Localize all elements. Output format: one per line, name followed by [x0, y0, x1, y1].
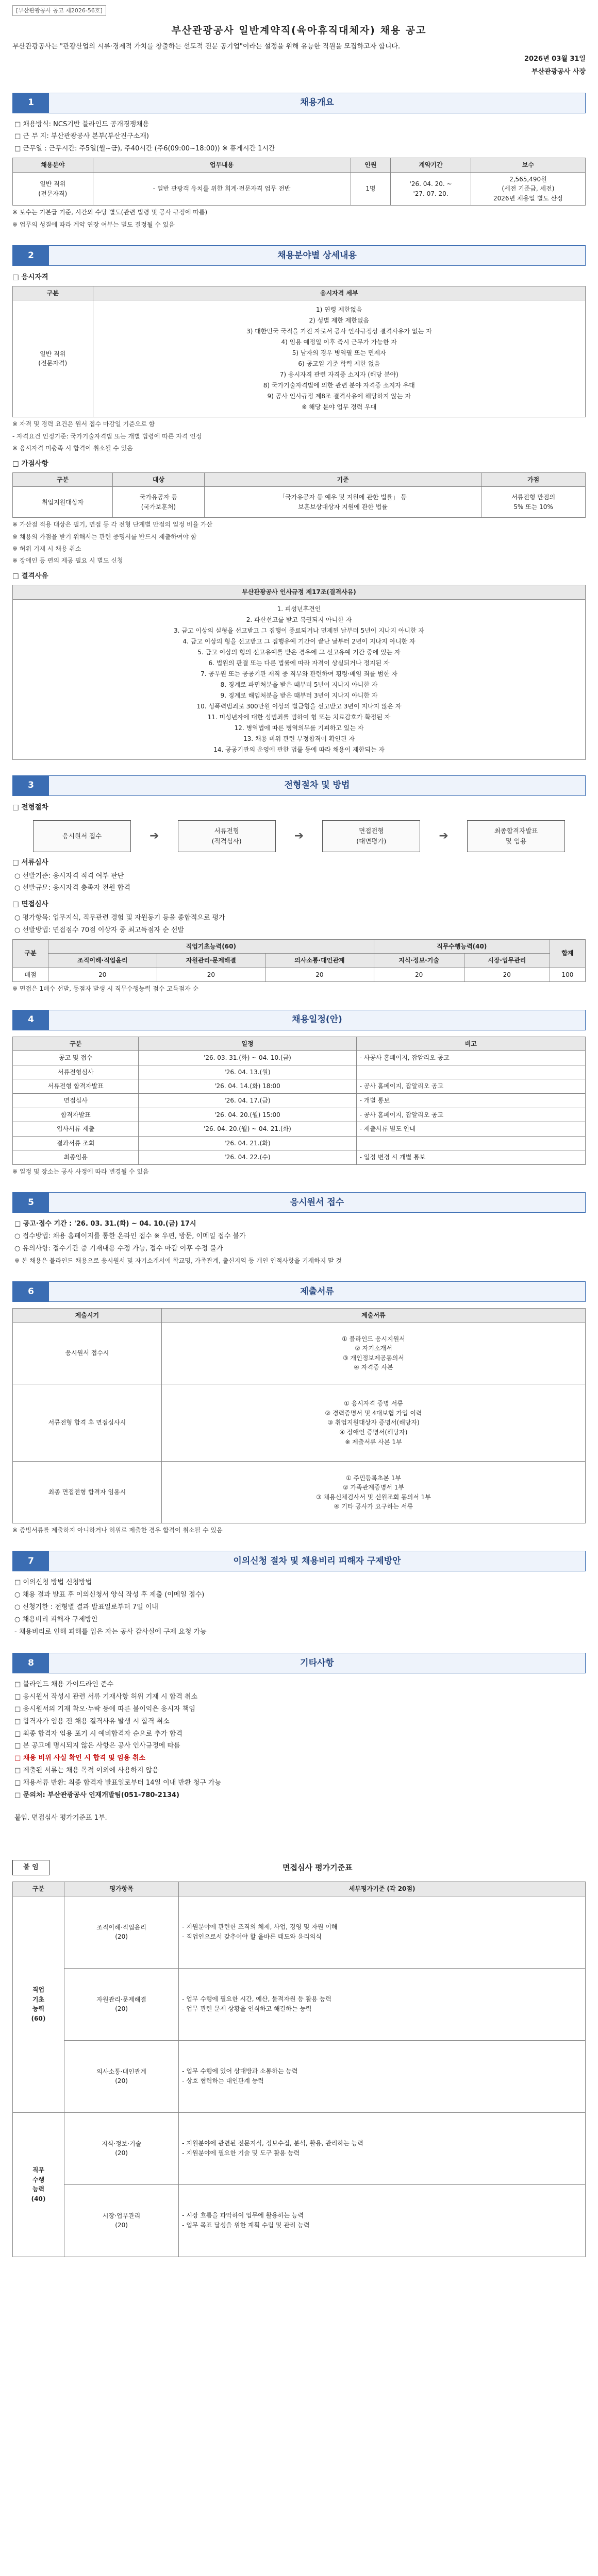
section-title: 채용일정(안) — [49, 1010, 585, 1030]
col-header: 채용분야 — [13, 158, 93, 173]
col-header: 구분 — [13, 472, 113, 487]
section-number: 3 — [13, 776, 49, 795]
col-header: 업무내용 — [93, 158, 351, 173]
disq-item: 14. 공공기관의 운영에 관한 법률 등에 따라 채용이 제한되는 자 — [213, 745, 385, 753]
cell: 서류전형 합격 후 면접심사시 — [13, 1384, 162, 1462]
bullet: ○ 접수방법: 채용 홈페이지를 통한 온라인 접수 ※ 우편, 방문, 이메일 접수 불가 — [14, 1232, 246, 1240]
section-title: 전형절차 및 방법 — [49, 776, 585, 795]
bullet: □ 응시원서 작성시 관련 서류 기재사항 허위 기재 시 합격 취소 — [14, 1693, 197, 1701]
criteria-detail: - 지원분야에 관련한 조직의 체제, 사업, 경영 및 자원 이해 - 직업인으로서 갖추어야 할 올바른 태도와 윤리의식 — [179, 1896, 586, 1968]
section-2-header — [12, 245, 586, 266]
section-title: 채용분야별 상세내용 — [49, 246, 585, 265]
cell: 일반 직위 (전문자격) — [13, 172, 93, 206]
appendix-tag: 붙 임 — [12, 1860, 49, 1875]
col-header: 제출시기 — [13, 1308, 162, 1323]
disq-item: 1. 피성년후견인 — [277, 605, 321, 613]
cell: '26. 03. 31.(화) ~ 04. 10.(금) — [139, 1051, 356, 1065]
bullet: ○ 채용비리 피해자 구제방안 — [14, 1615, 98, 1623]
cell: 20 — [157, 968, 265, 982]
table-row — [13, 1122, 586, 1137]
cell: 20 — [48, 968, 157, 982]
bullet: □ 이의신청 방법 신청방법 — [14, 1579, 92, 1587]
section-number: 8 — [13, 1653, 49, 1673]
disq-item: 5. 금고 이상의 형의 선고유예를 받은 경우에 그 선고유예 기간 중에 있는 자 — [197, 648, 401, 656]
col-header: 평가항목 — [64, 1882, 178, 1896]
bullet: □ 합격자가 임용 전 채용 결격사유 발생 시 합격 취소 — [14, 1717, 170, 1725]
cell: 2,565,490원 (세전 기준금, 세전) 2026년 채용일 별도 산정 — [471, 172, 585, 206]
note: ※ 보수는 기본급 기준, 시간외 수당 별도(관련 법령 및 공사 규정에 따름) — [12, 209, 208, 216]
cell — [356, 1065, 585, 1079]
table-row — [13, 2040, 586, 2112]
note: ※ 일정 및 장소는 공사 사정에 따라 변경될 수 있음 — [12, 1167, 149, 1175]
notice-intro: 부산관광공사는 "관광산업의 시류·경제적 가치를 창출하는 선도적 전문 공기업"이라는 설정을 위해 유능한 직원을 모집하고자 합니다. — [12, 42, 401, 50]
cell: - 개별 통보 — [356, 1093, 585, 1108]
col-subheader: 조직이해·직업윤리 — [48, 954, 157, 968]
cell: ① 응시자격 증명 서류 ② 경력증명서 및 4대보험 가입 이력 ③ 취업지원대상자 증명서(해당자) ④ 장애인 증명서(해당자) ※ 제출서류 사본 1부 — [161, 1384, 585, 1462]
section-6-header — [12, 1281, 586, 1302]
cell: '26. 04. 20.(월) 15:00 — [139, 1108, 356, 1122]
flow-step: 응시원서 접수 — [33, 820, 131, 852]
arrow-right-icon: ➔ — [439, 829, 448, 842]
section-number: 5 — [13, 1193, 49, 1212]
cell: 최종임용 — [13, 1150, 139, 1165]
arrow-right-icon: ➔ — [294, 829, 304, 842]
overview-bullet: □ 근무일 : 근무시간: 주5일(월~금), 주40시간 (주6(09:00~18:00)) ※ 휴게시간 1시간 — [14, 145, 275, 153]
section-4-header — [12, 1010, 586, 1030]
cell: 입사서류 제출 — [13, 1122, 139, 1137]
interview-score-table — [12, 939, 586, 982]
subheading: □ 응시자격 — [12, 273, 48, 281]
criteria-item: 시장·업무관리 (20) — [64, 2184, 178, 2257]
flow-step: 면접전형 (대면평가) — [322, 820, 420, 852]
documents-table — [12, 1308, 586, 1524]
cell: - 공사 홈페이지, 잡알리오 공고 — [356, 1079, 585, 1094]
cell: '26. 04. 17.(금) — [139, 1093, 356, 1108]
cell: 공고 및 접수 — [13, 1051, 139, 1065]
note: ※ 자격 및 경력 요건은 원서 접수 마감일 기준으로 함 — [12, 420, 155, 428]
group-label: 직업 기초 능력 (60) — [13, 1896, 64, 2112]
subheading: □ 가점사항 — [12, 459, 48, 468]
section-title: 응시원서 접수 — [49, 1193, 585, 1212]
criteria-item: 의사소통·대인관계 (20) — [64, 2040, 178, 2112]
section-3-header — [12, 775, 586, 796]
qual-item: 4) 임용 예정일 이후 즉시 근무가 가능한 자 — [281, 338, 397, 346]
notice-date: 2026년 03월 31일 — [524, 55, 586, 63]
subheading: □ 서류심사 — [12, 858, 48, 867]
category-cell: 일반 직위 (전문자격) — [13, 300, 93, 417]
cell: - 사공사 홈페이지, 잡알리오 공고 — [356, 1051, 585, 1065]
flow-step: 서류전형 (적격심사) — [178, 820, 276, 852]
bullet: □ 본 공고에 명시되지 않은 사항은 공사 인사규정에 따름 — [14, 1742, 180, 1750]
qual-item: 9) 공사 인사규정 제8조 결격사유에 해당하지 않는 자 — [267, 393, 411, 400]
cell: 20 — [265, 968, 374, 982]
bullet: □ 제출된 서류는 채용 목적 이외에 사용하지 않음 — [14, 1767, 159, 1775]
cell: 서류전형 합격자발표 — [13, 1079, 139, 1094]
col-header: 구분 — [13, 1882, 64, 1896]
col-subheader: 의사소통·대인관계 — [265, 954, 374, 968]
section-8-header — [12, 1653, 586, 1673]
col-header: 가점 — [481, 472, 586, 487]
bullet-highlight: □ 채용 비위 사실 확인 시 합격 및 임용 취소 — [14, 1754, 145, 1762]
col-header: 직업기초능력(60) — [48, 939, 374, 954]
qual-item: 1) 연령 제한없음 — [316, 306, 362, 314]
note: ※ 채용의 가점을 받기 위해서는 관련 증명서를 반드시 제출하여야 함 — [12, 533, 197, 540]
disq-item: 3. 금고 이상의 실형을 선고받고 그 집행이 종료되거나 면제된 날부터 5년이 지나지 아니한 자 — [174, 626, 424, 634]
col-header: 응시자격 세부 — [93, 286, 585, 300]
note: ※ 가산점 적용 대상은 필기, 면접 등 각 전형 단계별 만점의 일정 비율 가산 — [12, 521, 213, 529]
col-header: 직무수행능력(40) — [374, 939, 550, 954]
bullet: ○ 유의사항: 접수기간 중 기재내용 수정 가능, 접수 마감 이후 수정 불가 — [14, 1244, 223, 1252]
disq-item: 7. 공무원 또는 공공기관 재직 중 직무와 관련하여 횡령·배임 죄를 범한 자 — [201, 670, 397, 677]
notice-org: 부산관광공사 사장 — [531, 67, 586, 76]
section-title: 이의신청 절차 및 채용비리 피해자 구제방안 — [49, 1551, 585, 1571]
cell: ① 주민등록초본 1부 ② 가족관계증명서 1부 ③ 채용신체검사서 및 신원조회 동의서 1부 ④ 기타 공사가 요구하는 서류 — [161, 1462, 585, 1523]
qual-item: ※ 해당 분야 업무 경력 우대 — [302, 403, 377, 411]
cell: - 일정 변경 시 개별 통보 — [356, 1150, 585, 1165]
table-row — [13, 1968, 586, 2040]
criteria-item: 자원관리·문제해결 (20) — [64, 1968, 178, 2040]
overview-bullet: □ 근 무 지: 부산관광공사 본부(부산진구소재) — [14, 132, 149, 141]
cell: 응시원서 접수시 — [13, 1323, 162, 1384]
col-header: 대상 — [112, 472, 204, 487]
table-row — [13, 1323, 586, 1384]
process-flow — [12, 820, 586, 852]
bullet: - 채용비리로 인해 피해를 입은 자는 공사 감사실에 구제 요청 가능 — [14, 1628, 207, 1636]
disq-item: 13. 채용 비위 관련 부정합격이 확인된 자 — [243, 735, 355, 742]
cell: 면접심사 — [13, 1093, 139, 1108]
disq-item: 11. 미성년자에 대한 성범죄를 범하여 형 또는 치료감호가 확정된 자 — [207, 713, 391, 721]
subheading: □ 전형절차 — [12, 803, 48, 811]
cell: - 공사 홈페이지, 잡알리오 공고 — [356, 1108, 585, 1122]
table-row — [13, 1108, 586, 1122]
disq-item: 12. 병역법에 따른 병역의무를 기피하고 있는 자 — [234, 724, 364, 732]
notice-ref: [부산관광공사 공고 제2026-56호] — [12, 5, 106, 16]
col-header: 구분 — [13, 1037, 139, 1051]
table-row — [13, 1093, 586, 1108]
table-row — [13, 1051, 586, 1065]
cell: '26. 04. 13.(월) — [139, 1065, 356, 1079]
disqualification-list — [13, 599, 586, 759]
evaluation-criteria-table — [12, 1882, 586, 2257]
qual-item: 8) 국가기술자격법에 의한 관련 분야 자격증 소지자 우대 — [263, 382, 415, 389]
col-header: 부산관광공사 인사규정 제17조(결격사유) — [13, 585, 586, 600]
disqualification-table — [12, 585, 586, 760]
section-number: 6 — [13, 1282, 49, 1301]
cell: 「국가유공자 등 예우 및 지원에 관한 법률」 등 보훈보상대상자 지원에 관한 법률 — [204, 487, 481, 518]
col-header: 계약기간 — [391, 158, 471, 173]
bullet: □ 채용서류 반환: 최종 합격자 발표일로부터 14일 이내 반환 청구 가능 — [14, 1778, 222, 1787]
table-row — [13, 2112, 586, 2184]
disq-item: 4. 금고 이상의 형을 선고받고 그 집행유예 기간이 끝난 날부터 2년이 지나지 아니한 자 — [182, 637, 416, 645]
criteria-detail: - 지원분야에 관련된 전문지식, 정보수집, 분석, 활용, 관리하는 능력 - 지원분야에 필요한 기술 및 도구 활용 능력 — [179, 2112, 586, 2184]
table-row — [13, 1896, 586, 1968]
criteria-detail: - 업무 수행에 있어 상대방과 소통하는 능력 - 상호 협력하는 대인관계 능력 — [179, 2040, 586, 2112]
appendix-title: 면접심사 평가기준표 — [283, 1863, 353, 1873]
col-header: 보수 — [471, 158, 585, 173]
col-header: 세부평가기준 (각 20점) — [179, 1882, 586, 1896]
cell: 취업지원대상자 — [13, 487, 113, 518]
disq-item: 8. 징계로 파면처분을 받은 때부터 5년이 지나지 아니한 자 — [220, 681, 378, 688]
cell — [356, 1136, 585, 1150]
bullet: ○ 채용 결과 발표 후 이의신청서 양식 작성 후 제출 (이메일 접수) — [14, 1591, 205, 1599]
section-title: 제출서류 — [49, 1282, 585, 1301]
criteria-detail: - 시장 흐름을 파악하여 업무에 활용하는 능력 - 업무 목표 달성을 위한 계획 수립 및 관리 능력 — [179, 2184, 586, 2257]
cell: 국가유공자 등 (국가보훈처) — [112, 487, 204, 518]
note: - 자격요건 인정기준: 국가기술자격법 또는 개별 법령에 따른 자격 인정 — [12, 432, 202, 440]
cell: 1명 — [351, 172, 391, 206]
cell: '26. 04. 20. ~ '27. 07. 20. — [391, 172, 471, 206]
note: ※ 면접은 1배수 선발, 동점자 발생 시 직무수행능력 점수 고득점자 순 — [12, 985, 199, 993]
appendix-header — [12, 1860, 586, 1875]
attachment-line: 붙임. 면접심사 평가기준표 1부. — [14, 1814, 107, 1822]
section-1-header — [12, 93, 586, 113]
table-row — [13, 1079, 586, 1094]
disq-item: 10. 성폭력범죄로 300만원 이상의 벌금형을 선고받고 3년이 지나지 않은 자 — [196, 702, 402, 710]
note: ※ 증빙서류를 제출하지 아니하거나 허위로 제출한 경우 합격이 취소될 수 있음 — [12, 1527, 223, 1534]
cell: 20 — [374, 968, 464, 982]
bullet: □ 블라인드 채용 가이드라인 준수 — [14, 1681, 114, 1689]
col-header: 비고 — [356, 1037, 585, 1051]
qual-item: 6) 공고일 기준 학력 제한 없음 — [298, 360, 380, 368]
cell: '26. 04. 21.(화) — [139, 1136, 356, 1150]
col-header: 제출서류 — [161, 1308, 585, 1323]
cell: 합격자발표 — [13, 1108, 139, 1122]
note: ※ 허위 기재 시 채용 취소 — [12, 545, 81, 552]
disq-item: 2. 파산선고를 받고 복권되지 아니한 자 — [246, 616, 352, 623]
bullet: ○ 평가항목: 업무지식, 직무관련 경험 및 자원동기 등을 종합적으로 평가 — [14, 914, 225, 922]
table-row — [13, 1384, 586, 1462]
cell: ① 블라인드 응시지원서 ② 자기소개서 ③ 개인정보제공동의서 ④ 자격증 사본 — [161, 1323, 585, 1384]
col-subheader: 자원관리·문제해결 — [157, 954, 265, 968]
subheading: □ 결격사유 — [12, 572, 48, 581]
note: ※ 업무의 성질에 따라 계약 연장 여부는 별도 결정될 수 있음 — [12, 221, 175, 228]
bullet: ○ 선발방법: 면접점수 70점 이상자 중 최고득점자 순 선발 — [14, 926, 185, 934]
bullet: ○ 신청기한 : 전형별 결과 발표일로부터 7일 이내 — [14, 1603, 158, 1612]
table-row — [13, 1065, 586, 1079]
criteria-item: 지식·정보·기술 (20) — [64, 2112, 178, 2184]
flow-step: 최종합격자발표 및 임용 — [467, 820, 565, 852]
note: ※ 장애인 등 편의 제공 필요 시 별도 신청 — [12, 556, 123, 564]
cell: 서류전형 만점의 5% 또는 10% — [481, 487, 586, 518]
section-5-header — [12, 1192, 586, 1213]
bullet: ○ 선발기준: 응시자격 적격 여부 판단 — [14, 872, 124, 880]
note: ※ 본 채용은 블라인드 채용으로 응시원서 및 자기소개서에 학교명, 가족관계, 출신지역 등 개인 인적사항을 기재하지 말 것 — [14, 1257, 342, 1264]
cell: 100 — [550, 968, 585, 982]
cell: - 일반 관광객 유치를 위한 회계·전문자격 업무 전반 — [93, 172, 351, 206]
section-number: 4 — [13, 1010, 49, 1030]
group-label: 직무 수행 능력 (40) — [13, 2112, 64, 2257]
section-number: 2 — [13, 246, 49, 265]
bullet: ○ 선발규모: 응시자격 충족자 전원 합격 — [14, 884, 130, 892]
section-number: 1 — [13, 93, 49, 113]
col-header: 합계 — [550, 939, 585, 968]
arrow-right-icon: ➔ — [150, 829, 159, 842]
col-header: 인원 — [351, 158, 391, 173]
bonus-table — [12, 472, 586, 518]
bullet: □ 응시원서의 기재 착오·누락 등에 따른 불이익은 응시자 책임 — [14, 1705, 195, 1714]
notice-title: 부산관광공사 일반계약직(육아휴직대체자) 채용 공고 — [171, 25, 427, 37]
overview-table — [12, 158, 586, 206]
col-header: 일정 — [139, 1037, 356, 1051]
col-header: 구분 — [13, 286, 93, 300]
col-subheader: 지식·정보·기술 — [374, 954, 464, 968]
criteria-item: 조직이해·직업윤리 (20) — [64, 1896, 178, 1968]
col-header: 구분 — [13, 939, 48, 968]
qual-item: 3) 대한민국 국적을 가진 자로서 공사 인사규정상 결격사유가 없는 자 — [246, 328, 432, 335]
table-row — [13, 1150, 586, 1165]
cell: '26. 04. 20.(월) ~ 04. 21.(화) — [139, 1122, 356, 1137]
bullet: □ 최종 합격자 임용 포기 시 예비합격자 순으로 추가 합격 — [14, 1730, 182, 1738]
section-title: 기타사항 — [49, 1653, 585, 1673]
qualification-list — [93, 300, 585, 417]
table-row — [13, 2184, 586, 2257]
row-label: 배점 — [13, 968, 48, 982]
table-row — [13, 1136, 586, 1150]
col-header: 기준 — [204, 472, 481, 487]
criteria-detail: - 업무 수행에 필요한 시간, 예산, 물적자원 등 활용 능력 - 업무 관련 문제 상황을 인식하고 해결하는 능력 — [179, 1968, 586, 2040]
application-period: □ 공고·접수 기간 : '26. 03. 31.(화) ~ 04. 10.(금) 17시 — [14, 1220, 196, 1228]
cell: 결과서류 조회 — [13, 1136, 139, 1150]
cell: 서류전형심사 — [13, 1065, 139, 1079]
disq-item: 6. 법원의 판결 또는 다른 법률에 따라 자격이 상실되거나 정지된 자 — [208, 659, 390, 667]
subheading: □ 면접심사 — [12, 900, 48, 909]
cell: - 제출서류 별도 안내 — [356, 1122, 585, 1137]
cell: '26. 04. 22.(수) — [139, 1150, 356, 1165]
cell: '26. 04. 14.(화) 18:00 — [139, 1079, 356, 1094]
cell: 최종 면접전형 합격자 임용시 — [13, 1462, 162, 1523]
cell: 20 — [464, 968, 550, 982]
table-row — [13, 1462, 586, 1523]
overview-bullet: □ 채용방식: NCS기반 블라인드 공개경쟁채용 — [14, 120, 150, 128]
section-7-header — [12, 1551, 586, 1571]
qual-item: 2) 성별 제한 제한없음 — [309, 317, 370, 325]
schedule-table — [12, 1037, 586, 1165]
disq-item: 9. 징계로 해임처분을 받은 때부터 3년이 지나지 아니한 자 — [220, 691, 378, 699]
qual-item: 5) 남자의 경우 병역필 또는 면제자 — [292, 349, 386, 357]
section-number: 7 — [13, 1551, 49, 1571]
note: ※ 응시자격 미충족 시 합격이 취소될 수 있음 — [12, 444, 133, 452]
col-subheader: 시장·업무관리 — [464, 954, 550, 968]
contact-info: □ 문의처: 부산관광공사 인재개발팀(051-780-2134) — [14, 1791, 179, 1799]
qual-item: 7) 응시자격 관련 자격증 소지자 (해당 분야) — [279, 371, 398, 379]
section-title: 채용개요 — [49, 93, 585, 113]
qualification-table — [12, 286, 586, 418]
